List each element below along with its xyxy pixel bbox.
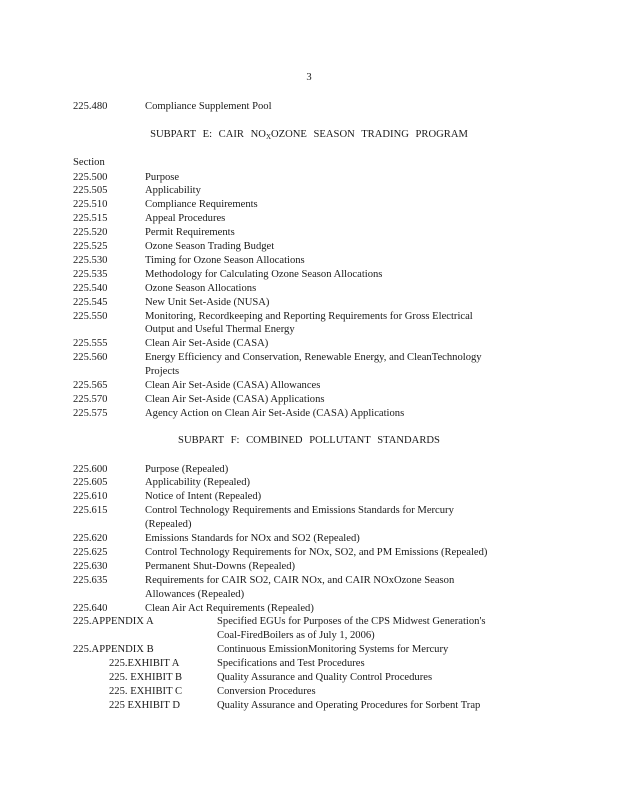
section-number: 225.610 <box>73 491 108 503</box>
appendix-title: Specified EGUs for Purposes of the CPS Midwest Generation's <box>217 616 486 628</box>
section-number: 225.600 <box>73 463 108 475</box>
section-number: 225.560 <box>73 352 108 364</box>
section-title: Control Technology Requirements and Emissions Standards for Mercury <box>145 505 454 517</box>
section-title: Projects <box>145 366 180 378</box>
appendix-title: Coal-FiredBoilers as of July 1, 2006) <box>217 630 375 642</box>
appendix-title: Continuous EmissionMonitoring Systems for Mercury <box>217 644 449 656</box>
section-title: Clean Air Set-Aside (CASA) Allowances <box>145 380 321 391</box>
section-number: 225.565 <box>73 380 108 391</box>
section-number: 225.620 <box>73 533 108 544</box>
exhibit-label: 225.EXHIBIT A <box>109 658 180 670</box>
section-title: Methodology for Calculating Ozone Season Allocations <box>145 268 383 280</box>
section-number: 225.500 <box>73 171 108 183</box>
section-number: 225.575 <box>73 407 108 419</box>
section-title: New Unit Set-Aside (NUSA) <box>145 296 270 308</box>
heading-text: SUBPART E: CAIR NO <box>150 129 266 140</box>
section-title: Timing for Ozone Season Allocations <box>145 254 305 266</box>
section-number: 225.510 <box>73 199 108 211</box>
section-title: Ozone Season Allocations <box>145 282 257 294</box>
section-title: Permanent Shut-Downs (Repealed) <box>145 560 296 572</box>
heading-subscript: X <box>265 133 271 141</box>
section-number: 225.605 <box>73 477 108 489</box>
section-number: 225.625 <box>73 546 108 558</box>
section-title: Clean Air Act Requirements (Repealed) <box>145 602 314 614</box>
subpart-e-heading <box>0 128 618 142</box>
section-number: 225.535 <box>73 268 108 280</box>
section-number: 225.555 <box>73 338 108 350</box>
section-title: Purpose (Repealed) <box>145 463 229 475</box>
section-number: 225.545 <box>73 296 108 308</box>
page-number: 3 <box>306 72 312 83</box>
exhibit-label: 225. EXHIBIT B <box>109 672 183 683</box>
section-number: 225.520 <box>73 227 108 239</box>
section-number: 225.515 <box>73 213 108 225</box>
section-number: 225.540 <box>73 282 108 294</box>
section-number: 225.530 <box>73 254 108 266</box>
exhibit-title: Quality Assurance and Operating Procedures for Sorbent Trap <box>217 699 481 711</box>
section-number: 225.525 <box>73 241 108 252</box>
section-title: Appeal Procedures <box>145 213 226 225</box>
section-title: Output and Useful Thermal Energy <box>145 324 295 336</box>
section-title: Clean Air Set-Aside (CASA) <box>145 338 269 350</box>
section-title: Emissions Standards for NOx and SO2 (Repealed) <box>145 533 360 544</box>
section-title: Energy Efficiency and Conservation, Renewable Energy, and CleanTechnology <box>145 352 482 364</box>
section-title: Purpose <box>145 171 180 183</box>
section-number: 225.640 <box>73 602 108 614</box>
section-number: 225.550 <box>73 310 108 322</box>
section-title: (Repealed) <box>145 519 192 531</box>
section-title: Compliance Requirements <box>145 199 258 211</box>
exhibit-title: Quality Assurance and Quality Control Procedures <box>217 672 433 683</box>
section-title: Notice of Intent (Repealed) <box>145 491 262 503</box>
appendix-label: 225.APPENDIX B <box>73 644 154 656</box>
section-title: Agency Action on Clean Air Set-Aside (CASA) Applications <box>145 407 405 419</box>
section-title: Requirements for CAIR SO2, CAIR NOx, and CAIR NOxOzone Season <box>145 574 455 586</box>
entry-number: 225.480 <box>73 101 108 112</box>
section-number: 225.630 <box>73 560 108 572</box>
section-title: Monitoring, Recordkeeping and Reporting Requirements for Gross Electrical <box>145 310 473 322</box>
section-number: 225.505 <box>73 185 108 197</box>
section-title: Permit Requirements <box>145 227 235 239</box>
section-number: 225.570 <box>73 393 108 405</box>
entry-title: Compliance Supplement Pool <box>145 101 272 112</box>
section-title: Applicability (Repealed) <box>145 477 251 489</box>
section-title: Control Technology Requirements for NOx, SO2, and PM Emissions (Repealed) <box>145 546 488 558</box>
section-title: Allowances (Repealed) <box>145 588 245 600</box>
appendix-label: 225.APPENDIX A <box>73 616 154 628</box>
section-label: Section <box>73 157 105 168</box>
exhibit-label: 225. EXHIBIT C <box>109 685 183 697</box>
subpart-f-heading: SUBPART F: COMBINED POLLUTANT STANDARDS <box>178 435 440 446</box>
heading-text: OZONE SEASON TRADING PROGRAM <box>271 129 468 140</box>
section-title: Ozone Season Trading Budget <box>145 241 275 252</box>
section-number: 225.615 <box>73 505 108 517</box>
section-title: Applicability <box>145 185 201 197</box>
section-title: Clean Air Set-Aside (CASA) Applications <box>145 393 325 405</box>
exhibit-title: Specifications and Test Procedures <box>217 658 365 670</box>
exhibit-label: 225 EXHIBIT D <box>109 699 181 711</box>
section-number: 225.635 <box>73 574 108 586</box>
exhibit-title: Conversion Procedures <box>217 685 316 697</box>
